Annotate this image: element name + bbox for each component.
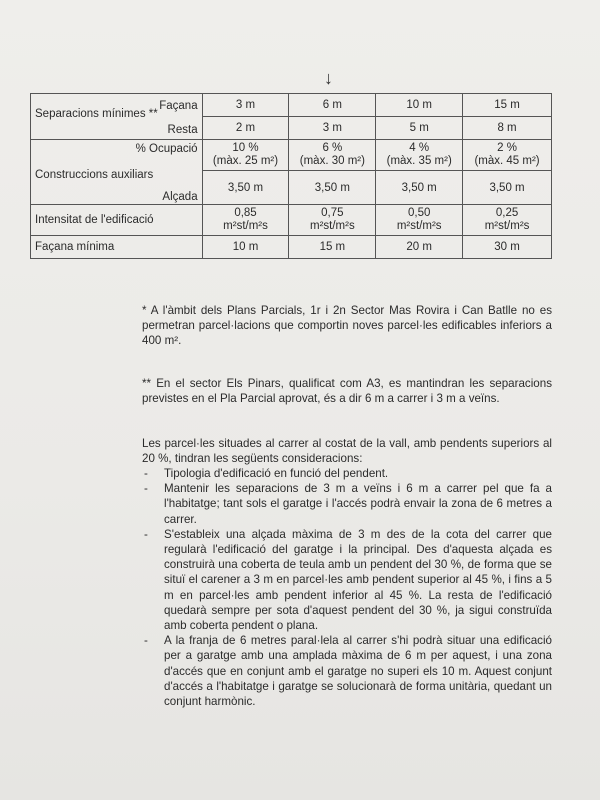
table-cell: 10 % (màx. 25 m²) (202, 140, 289, 171)
table-cell: 3,50 m (463, 171, 552, 205)
list-item (142, 633, 552, 709)
label-separacions: Separacions mínimes ** (35, 108, 158, 120)
table-cell: 3,50 m (376, 171, 463, 205)
table-cell: 8 m (463, 117, 552, 140)
table-cell: 3,50 m (289, 171, 376, 205)
table-cell: 6 % (màx. 30 m²) (289, 140, 376, 171)
sub-label-alcada: Alçada (162, 191, 198, 203)
table-cell: 6 m (289, 94, 376, 117)
table-cell: 20 m (376, 236, 463, 259)
table-cell: 3,50 m (202, 171, 289, 205)
bullet-dash: - (144, 634, 148, 648)
row-label-construccions (31, 140, 203, 205)
bullet-dash: - (144, 482, 148, 496)
list-item (142, 466, 552, 481)
table-cell: 2 m (202, 117, 289, 140)
label-construccions: Construccions auxiliars (35, 169, 154, 181)
table-cell: 10 m (376, 94, 463, 117)
table-cell: 0,75 m²st/m²s (289, 205, 376, 236)
list-item-text: A la franja de 6 metres paral·lela al carrer s'hi podrà situar una edificació per a garatge amb una amplada màxima de 6 m per aquest, i una zona d'accés que en conjunt amb el garatge no superi els 10 m. Aquest conjunt d'accés a l'habitatge i garatge se solucionarà de forma unitària, quedant un conjunt harmònic. (164, 634, 552, 709)
footnote-double-asterisk: ** En el sector Els Pinars, qualificat com A3, es mantindran les separacions previstes en el Pla Parcial aprovat, és a dir 6 m a carrer i 3 m a veïns. (142, 377, 552, 406)
slope-intro-paragraph: Les parcel·les situades al carrer al costat de la vall, amb pendents superiors al 20 %, tindran les següents consideracions: (142, 437, 552, 466)
parameters-table (30, 93, 552, 259)
table-row (31, 205, 552, 236)
table-row (31, 140, 552, 171)
table-cell: 3 m (202, 94, 289, 117)
list-item-text: Mantenir les separacions de 3 m a veïns i 6 m a carrer pel que fa a l'habitatge; tant sols el garatge i l'accés podrà envair la zona de 6 metres a carrer. (164, 482, 552, 526)
table-cell: 15 m (463, 94, 552, 117)
sub-label-facana: Façana (159, 99, 198, 112)
table-cell: 3 m (289, 117, 376, 140)
table-cell: 0,85 m²st/m²s (202, 205, 289, 236)
table-cell: 0,25 m²st/m²s (463, 205, 552, 236)
list-item-text: Tipologia d'edificació en funció del pendent. (164, 467, 389, 480)
table-cell: 30 m (463, 236, 552, 259)
row-label-facana-minima: Façana mínima (31, 236, 203, 259)
row-label-separacions (31, 94, 203, 140)
footnote-single-asterisk: * A l'àmbit dels Plans Parcials, 1r i 2n Sector Mas Rovira i Can Batlle no es permetran parcel·lacions que comportin noves parcel·les edificables inferiors a 400 m². (142, 304, 552, 348)
sub-label-resta: Resta (167, 123, 198, 136)
considerations-list (142, 466, 552, 709)
table-cell: 5 m (376, 117, 463, 140)
table-cell: 10 m (202, 236, 289, 259)
list-item-text: S'estableix una alçada màxima de 3 m des de la cota del carrer que regularà l'edificació del garatge i la principal. Des d'aquesta alçada es construirà una coberta de teula amb un pendent del 30 %, de forma que se situï el carener a 3 m en parcel·les amb pendent superior al 45 %, i fins a 5 m en parcel·les amb pendent inferior al 45 %. La resta de l'edificació quedarà sempre per sota d'aquest pendent del 30 %, ja sigui construïda amb coberta pendent o plana. (164, 527, 552, 633)
table-cell: 2 % (màx. 45 m²) (463, 140, 552, 171)
table-row (31, 94, 552, 117)
sub-label-ocupacio: % Ocupació (135, 143, 198, 155)
bullet-dash: - (144, 467, 148, 480)
table-row (31, 236, 552, 259)
list-item (142, 527, 552, 633)
table-cell: 15 m (289, 236, 376, 259)
arrow-down-icon: ↓ (324, 68, 333, 88)
table-cell: 0,50 m²st/m²s (376, 205, 463, 236)
bullet-dash: - (144, 527, 148, 541)
row-label-intensitat: Intensitat de l'edificació (31, 205, 203, 236)
list-item (142, 481, 552, 527)
table-cell: 4 % (màx. 35 m²) (376, 140, 463, 171)
